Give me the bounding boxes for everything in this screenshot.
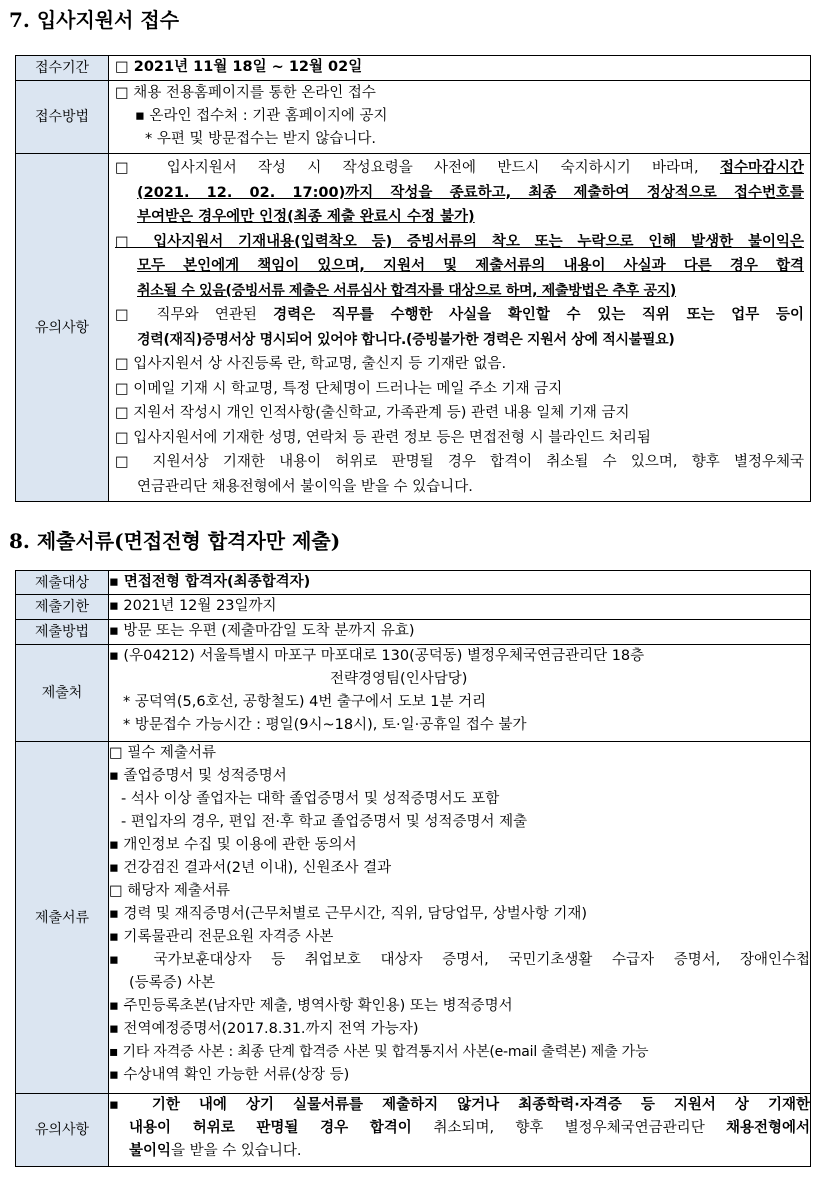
period-text: □ 2021년 11월 18일 ~ 12월 02일 <box>115 59 363 75</box>
note-line: □ 지원서상 기재한 내용이 허위로 판명될 경우 합격이 취소될 수 있으며, 향후 별정우체국 <box>115 454 804 470</box>
section-7-title: 7. 입사지원서 접수 <box>9 8 180 32</box>
label-notes: 유의사항 <box>16 154 109 502</box>
doc-line: ▪ 기타 자격증 사본 : 최종 단계 합격증 사본 및 합격통지서 사본(e-mail 출력본) 제출 가능 <box>109 1044 649 1060</box>
label-how: 제출방법 <box>16 620 109 645</box>
note-line: 연금관리단 채용전형에서 불이익을 받을 수 있습니다. <box>137 478 473 495</box>
label-target: 제출대상 <box>16 571 109 595</box>
place-content <box>109 645 811 742</box>
place-line: 전략경영팀(인사담당) <box>330 671 468 687</box>
doc-line: ▪ 졸업증명서 및 성적증명서 <box>109 768 287 784</box>
docs-content <box>109 742 811 1094</box>
application-table <box>15 55 811 502</box>
doc-line: ▪ 경력 및 재직증명서(근무처별로 근무시간, 직위, 담당업무, 상벌사항 기재) <box>109 906 588 922</box>
doc-line: - 편입자의 경우, 편입 전·후 학교 졸업증명서 및 성적증명서 제출 <box>121 814 528 830</box>
place-line: ▪ (우04212) 서울특별시 마포구 마포대로 130(공덕동) 별정우체국연금관리단 18층 <box>109 648 645 664</box>
row-notes <box>16 154 811 502</box>
row-target <box>16 571 811 595</box>
doc-line: (등록증) 사본 <box>129 975 215 991</box>
deadline-text: ▪ 2021년 12월 23일까지 <box>109 598 277 614</box>
target-text: ▪ 면접전형 합격자(최종합격자) <box>109 574 311 590</box>
doc-line: □ 필수 제출서류 <box>109 745 216 761</box>
doc-line: ▪ 국가보훈대상자 등 취업보호 대상자 증명서, 국민기초생활 수급자 증명서, 장애인수첩 <box>109 952 810 968</box>
label-caution: 유의사항 <box>16 1094 109 1167</box>
label-method: 접수방법 <box>16 81 109 154</box>
row-docs <box>16 742 811 1094</box>
notes-content <box>109 154 811 502</box>
doc-line: □ 해당자 제출서류 <box>109 883 230 899</box>
method-line: □ 채용 전용홈페이지를 통한 온라인 접수 <box>115 85 376 101</box>
doc-line: ▪ 수상내역 확인 가능한 서류(상장 등) <box>109 1067 350 1083</box>
target-content <box>109 571 811 595</box>
period-content <box>109 56 811 81</box>
note-line: 취소될 수 있음(증빙서류 제출은 서류심사 합격자를 대상으로 하며, 제출방법은 추후 공지) <box>137 282 677 299</box>
method-line: * 우편 및 방문접수는 받지 않습니다. <box>145 131 377 147</box>
how-content <box>109 620 811 645</box>
doc-line: - 석사 이상 졸업자는 대학 졸업증명서 및 성적증명서도 포함 <box>121 791 500 807</box>
caution-line: 내용이 허위로 판명될 경우 합격이 취소되며, 향후 별정우체국연금관리단 채용전형에서 <box>129 1120 810 1136</box>
label-docs: 제출서류 <box>16 742 109 1094</box>
row-period <box>16 56 811 81</box>
deadline-content <box>109 595 811 620</box>
row-method <box>16 81 811 154</box>
caution-content <box>109 1094 811 1167</box>
doc-line: ▪ 건강검진 결과서(2년 이내), 신원조사 결과 <box>109 860 392 876</box>
caution-line: 불이익을 받을 수 있습니다. <box>129 1143 302 1159</box>
place-line: * 공덕역(5,6호선, 공항철도) 4번 출구에서 도보 1분 거리 <box>123 694 487 710</box>
row-caution <box>16 1094 811 1167</box>
doc-line: ▪ 기록물관리 전문요원 자격증 사본 <box>109 929 334 945</box>
note-line: 경력(재직)증명서상 명시되어 있어야 합니다.(증빙불가한 경력은 지원서 상에 적시불필요) <box>137 331 675 348</box>
method-content <box>109 81 811 154</box>
documents-table <box>15 570 811 1167</box>
note-line: □ 입사지원서 기재내용(입력착오 등) 증빙서류의 착오 또는 누락으로 인해 발생한 불이익은 <box>115 233 804 250</box>
note-line: □ 이메일 기재 시 학교명, 특정 단체명이 드러나는 메일 주소 기재 금지 <box>115 380 563 397</box>
row-place <box>16 645 811 742</box>
note-line: □ 입사지원서에 기재한 성명, 연락처 등 관련 정보 등은 면접전형 시 블라인드 처리됨 <box>115 429 651 446</box>
place-line: * 방문접수 가능시간 : 평일(9시~18시), 토·일·공휴일 접수 불가 <box>123 717 527 733</box>
row-how <box>16 620 811 645</box>
doc-line: ▪ 개인정보 수집 및 이용에 관한 동의서 <box>109 837 357 853</box>
how-text: ▪ 방문 또는 우편 (제출마감일 도착 분까지 유효) <box>109 623 415 639</box>
note-line: 모두 본인에게 책임이 있으며, 지원서 및 제출서류의 내용이 사실과 다른 경우 합격 <box>137 258 804 274</box>
section-8-title: 8. 제출서류(면접전형 합격자만 제출) <box>9 529 341 553</box>
method-line: ▪ 온라인 접수처 : 기관 홈페이지에 공지 <box>135 108 388 124</box>
note-line: □ 직무와 연관된 경력은 직무를 수행한 사실을 확인할 수 있는 직위 또는 업무 등이 <box>115 307 804 323</box>
doc-line: ▪ 전역예정증명서(2017.8.31.까지 전역 가능자) <box>109 1021 419 1037</box>
note-line: 부여받은 경우에만 인정(최종 제출 완료시 수정 불가) <box>137 209 475 225</box>
note-line: □ 입사지원서 상 사진등록 란, 학교명, 출신지 등 기재란 없음. <box>115 356 507 372</box>
label-period: 접수기간 <box>16 56 109 81</box>
row-deadline <box>16 595 811 620</box>
caution-line: ▪ 기한 내에 상기 실물서류를 제출하지 않거나 최종학력·자격증 등 지원서 상 기재한 <box>109 1097 810 1113</box>
label-deadline: 제출기한 <box>16 595 109 620</box>
doc-line: ▪ 주민등록초본(남자만 제출, 병역사항 확인용) 또는 병적증명서 <box>109 998 513 1014</box>
label-place: 제출처 <box>16 645 109 742</box>
note-line: (2021. 12. 02. 17:00)까지 작성을 종료하고, 최종 제출하여 정상적으로 접수번호를 <box>137 184 804 201</box>
note-line: □ 지원서 작성시 개인 인적사항(출신학교, 가족관계 등) 관련 내용 일체 기재 금지 <box>115 405 630 421</box>
note-line: □ 입사지원서 작성 시 작성요령을 사전에 반드시 숙지하시기 바라며, 접수마감시간 <box>115 160 804 176</box>
